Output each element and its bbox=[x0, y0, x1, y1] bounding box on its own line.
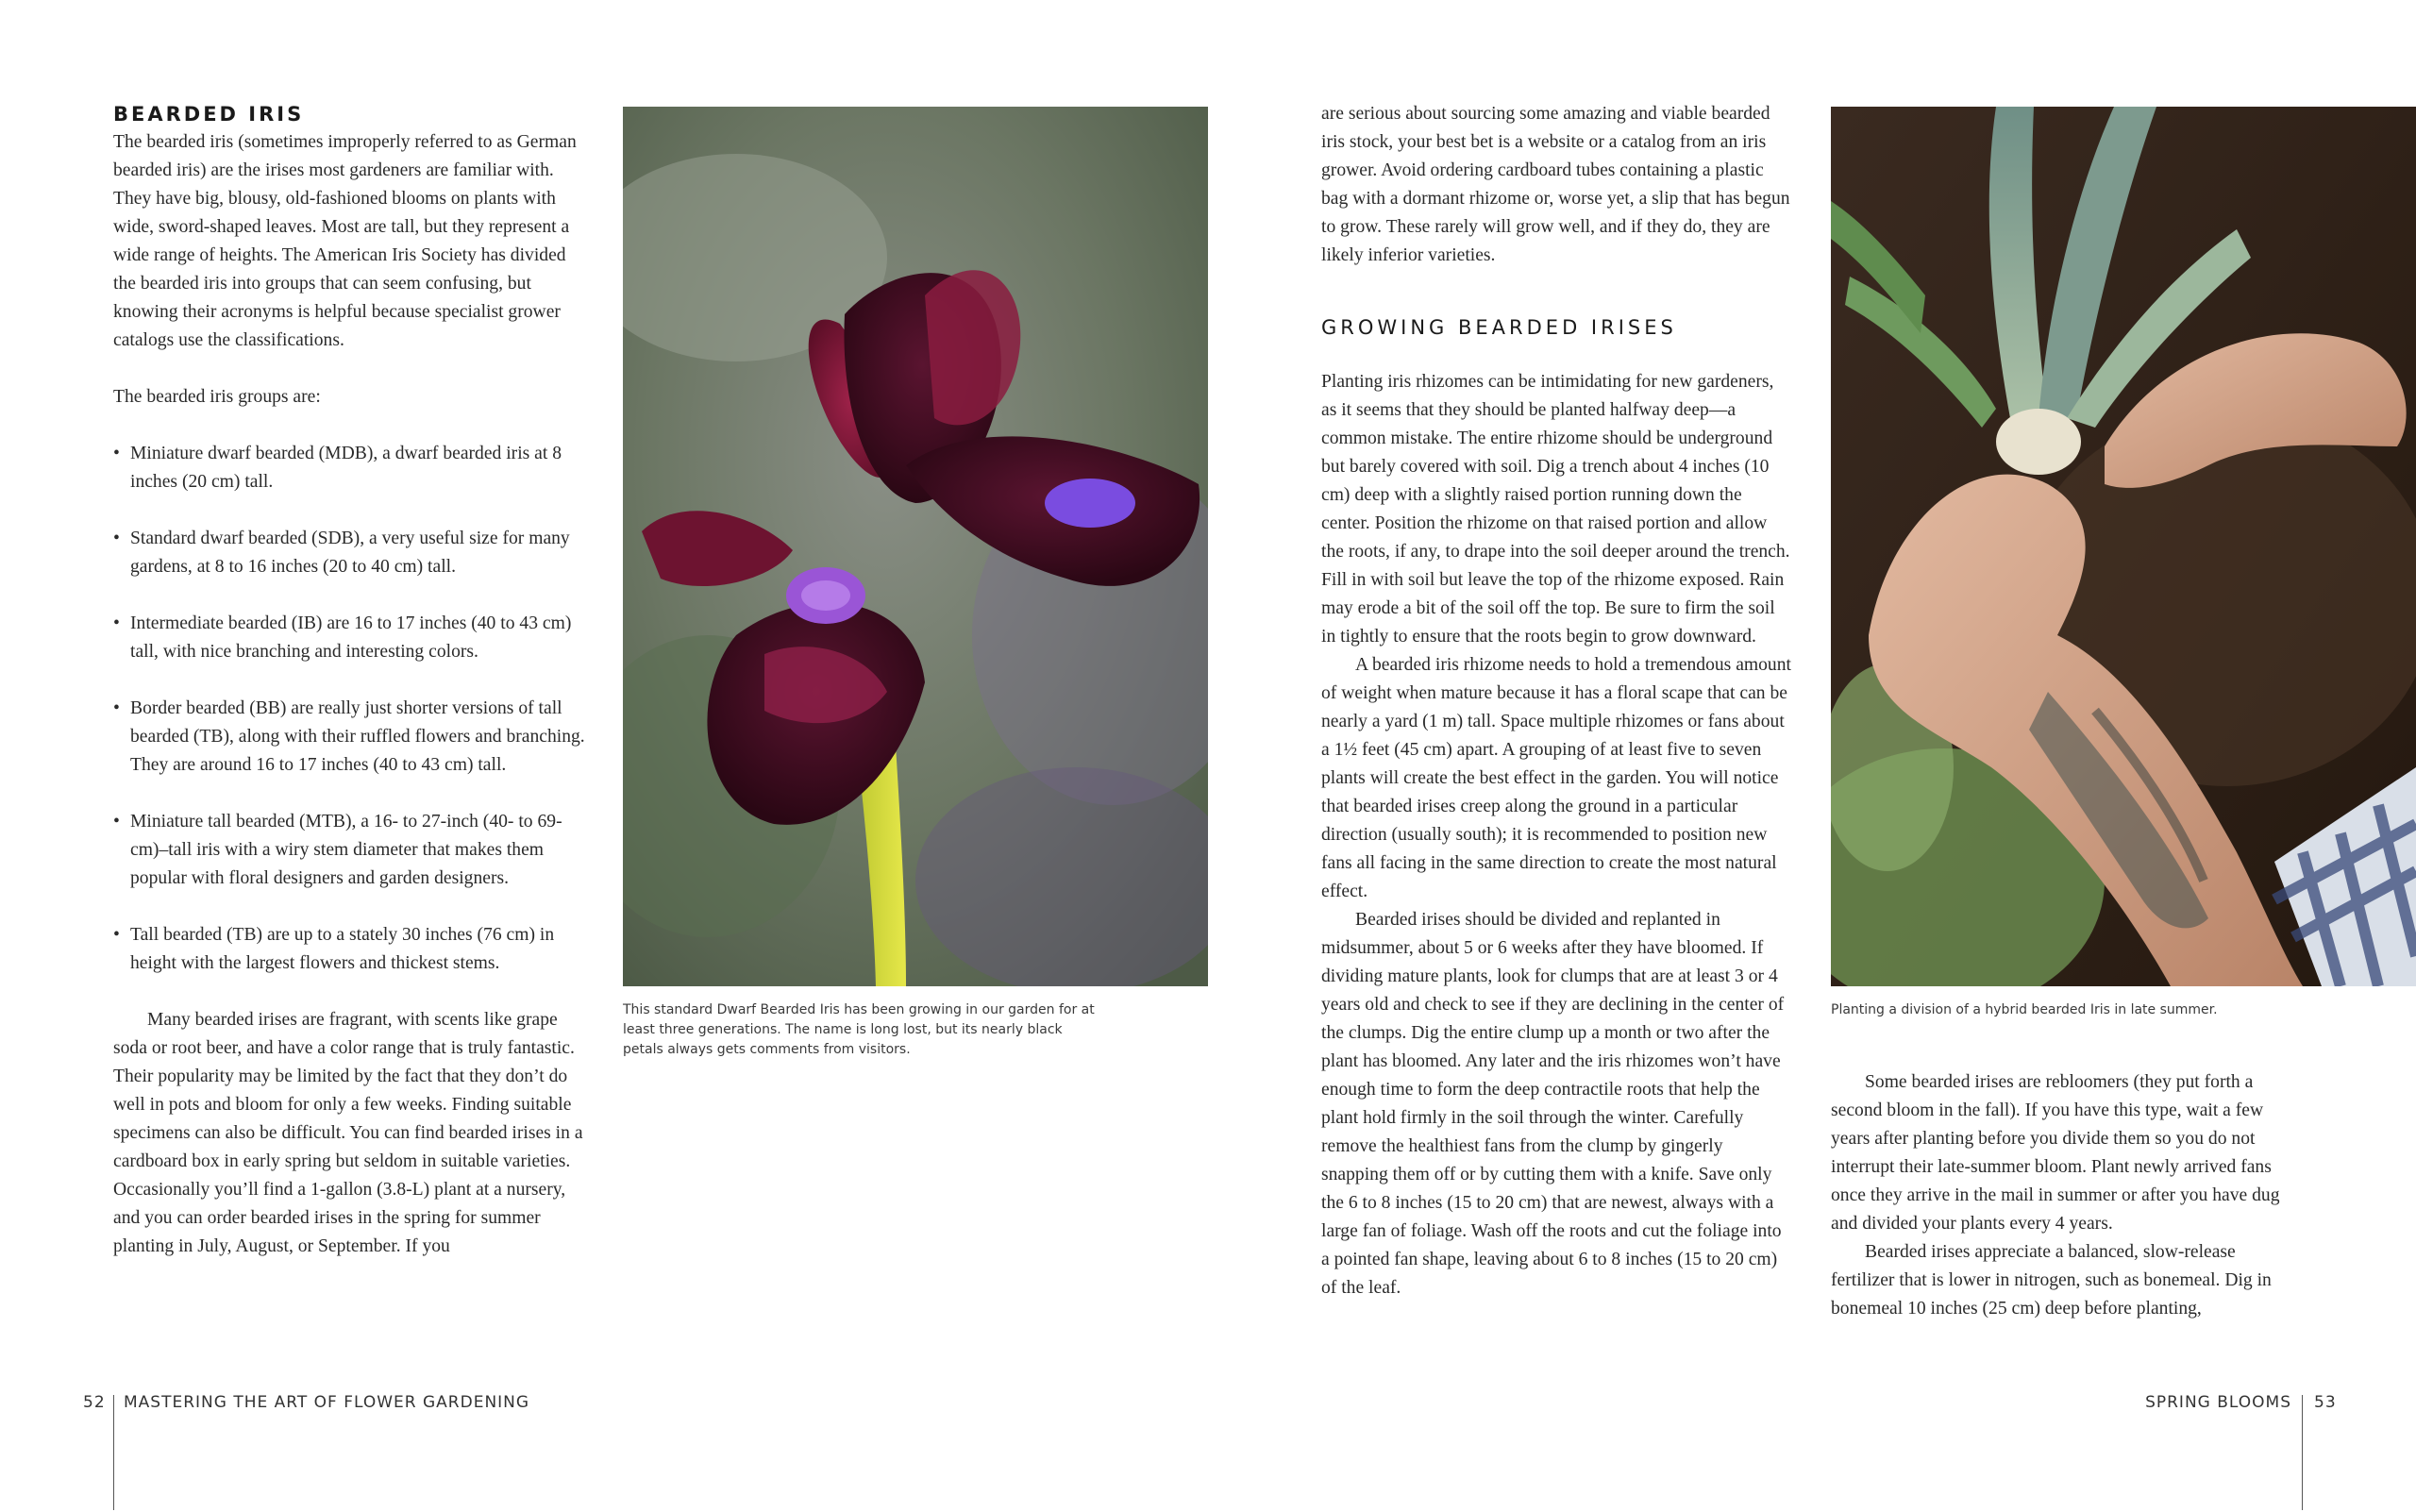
iris-photo-caption: This standard Dwarf Bearded Iris has been growing in our garden for at least three generations. The name is long lost, but its nearly black petals always gets comments from visitors. bbox=[623, 1002, 1095, 1057]
right-lower-text-column bbox=[1831, 1068, 2303, 1323]
rhizome-weight-paragraph: A bearded iris rhizome needs to hold a tremendous amount of weight when mature because it has a floral scape that can be nearly a yard (1 m) tall. Space multiple rhizomes or fans about a 1½ feet (45 cm) apart. A grouping of at least five to seven plants will create the best effect in the garden. You will notice that bearded irises creep along the ground in a particular direction (usually south); it is recommended to position new fans all facing in the same direction to create the most natural effect. bbox=[1321, 655, 1791, 901]
list-item: • Tall bearded (TB) are up to a stately 30 inches (76 cm) in height with the largest flowers and thickest stems. bbox=[113, 921, 585, 978]
rebloomers-paragraph: Some bearded irises are rebloomers (they put forth a second bloom in the fall). If you have this type, wait a few years after planting before you divide them so you do not interrupt their late-summer bloom. Plant newly arrived fans once they arrive in the mail in summer or after you have dug and divided your plants every 4 years. bbox=[1831, 1072, 2280, 1234]
fertilizer-paragraph: Bearded irises appreciate a balanced, slow-release fertilizer that is lower in nitrogen, such as bonemeal. Dig in bonemeal 10 inches (25 cm) deep before planting, bbox=[1831, 1242, 2272, 1319]
list-item: • Border bearded (BB) are really just shorter versions of tall bearded (TB), along with their ruffled flowers and branching. They are around 16 to 17 inches (40 to 43 cm) tall. bbox=[113, 695, 585, 780]
left-page-number: 52 bbox=[83, 1393, 106, 1412]
list-item: • Miniature dwarf bearded (MDB), a dwarf bearded iris at 8 inches (20 cm) tall. bbox=[113, 440, 585, 496]
continued-paragraph: are serious about sourcing some amazing and viable bearded iris stock, your best bet is a website or a catalog from an iris grower. Avoid ordering cardboard tubes containing a plastic bag with a dormant rhizome or, worse yet, a slip that has begun to grow. These rarely will grow well, and if they do, they are likely inferior varieties. bbox=[1321, 104, 1790, 265]
planting-photo-caption: Planting a division of a hybrid bearded Iris in late summer. bbox=[1831, 1002, 2218, 1017]
subsection-heading: GROWING BEARDED IRISES bbox=[1321, 316, 1677, 339]
right-footer-rule bbox=[2302, 1395, 2303, 1510]
intro-paragraph: The bearded iris (sometimes improperly referred to as German bearded iris) are the irises most gardeners are familiar with. They have big, blousy, old-fashioned blooms on plants with wide, sword-shaped leaves. Most are tall, but they represent a wide range of heights. The American Iris Society has divided the bearded iris into groups that can seem confusing, but knowing their acronyms is helpful because specialist grower catalogs use the classifications. bbox=[113, 132, 577, 350]
right-text-column bbox=[1321, 100, 1793, 1302]
left-text-column bbox=[113, 100, 585, 1261]
left-running-title: MASTERING THE ART OF FLOWER GARDENING bbox=[124, 1393, 530, 1412]
groups-intro: The bearded iris groups are: bbox=[113, 387, 321, 407]
planting-paragraph: Planting iris rhizomes can be intimidating for new gardeners, as it seems that they should be planted halfway deep—a common mistake. The entire rhizome should be underground but barely covered with soil. Dig a trench about 4 inches (10 cm) deep with a slightly raised portion running down the center. Position the rhizome on that raised portion and allow the roots, if any, to drape into the soil deeper around the trench. Fill in with soil but leave the top of the rhizome exposed. Rain may erode a bit of the soil off the top. Be sure to firm the soil in tightly to ensure that the roots begin to grow downward. bbox=[1321, 372, 1790, 647]
list-item: • Intermediate bearded (IB) are 16 to 17 inches (40 to 43 cm) tall, with nice branching and interesting colors. bbox=[113, 610, 585, 666]
iris-flower-photo bbox=[623, 107, 1208, 986]
planting-iris-photo bbox=[1831, 107, 2416, 986]
dividing-paragraph: Bearded irises should be divided and replanted in midsummer, about 5 or 6 weeks after they have bloomed. If dividing mature plants, look for clumps that are at least 3 or 4 years old and check to see if they are declining in the center of the clumps. Dig the entire clump up a month or two after the plant has bloomed. Any later and the iris rhizomes won’t have enough time to form the deep contractile roots that help the plant hold firmly in the soil through the winter. Carefully remove the healthiest fans from the clump by gingerly snapping them off or by cutting them with a knife. Save only the 6 to 8 inches (15 to 20 cm) that are newest, always with a large fan of foliage. Wash off the roots and cut the foliage into a pointed fan shape, leaving about 6 to 8 inches (15 to 20 cm) of the leaf. bbox=[1321, 910, 1785, 1298]
section-heading: BEARDED IRIS bbox=[113, 103, 305, 126]
closing-paragraph: Many bearded irises are fragrant, with scents like grape soda or root beer, and have a color range that is truly fantastic. Their popularity may be limited by the fact that they don’t do well in pots and bloom for only a few weeks. Finding suitable specimens can also be difficult. You can find bearded irises in a cardboard box in early spring but seldom in suitable varieties. Occasionally you’ll find a 1-gallon (3.8-L) plant at a nursery, and you can order bearded irises in the spring for summer planting in July, August, or September. If you bbox=[113, 1010, 583, 1256]
iris-groups-list bbox=[113, 440, 585, 978]
list-item: • Miniature tall bearded (MTB), a 16- to 27-inch (40- to 69-cm)–tall iris with a wiry stem diameter that makes them popular with floral designers and garden designers. bbox=[113, 808, 585, 893]
list-item: • Standard dwarf bearded (SDB), a very useful size for many gardens, at 8 to 16 inches (20 to 40 cm) tall. bbox=[113, 525, 585, 581]
left-footer-rule bbox=[113, 1395, 114, 1510]
right-page-number: 53 bbox=[2314, 1393, 2337, 1412]
right-running-title: SPRING BLOOMS bbox=[2145, 1393, 2291, 1412]
